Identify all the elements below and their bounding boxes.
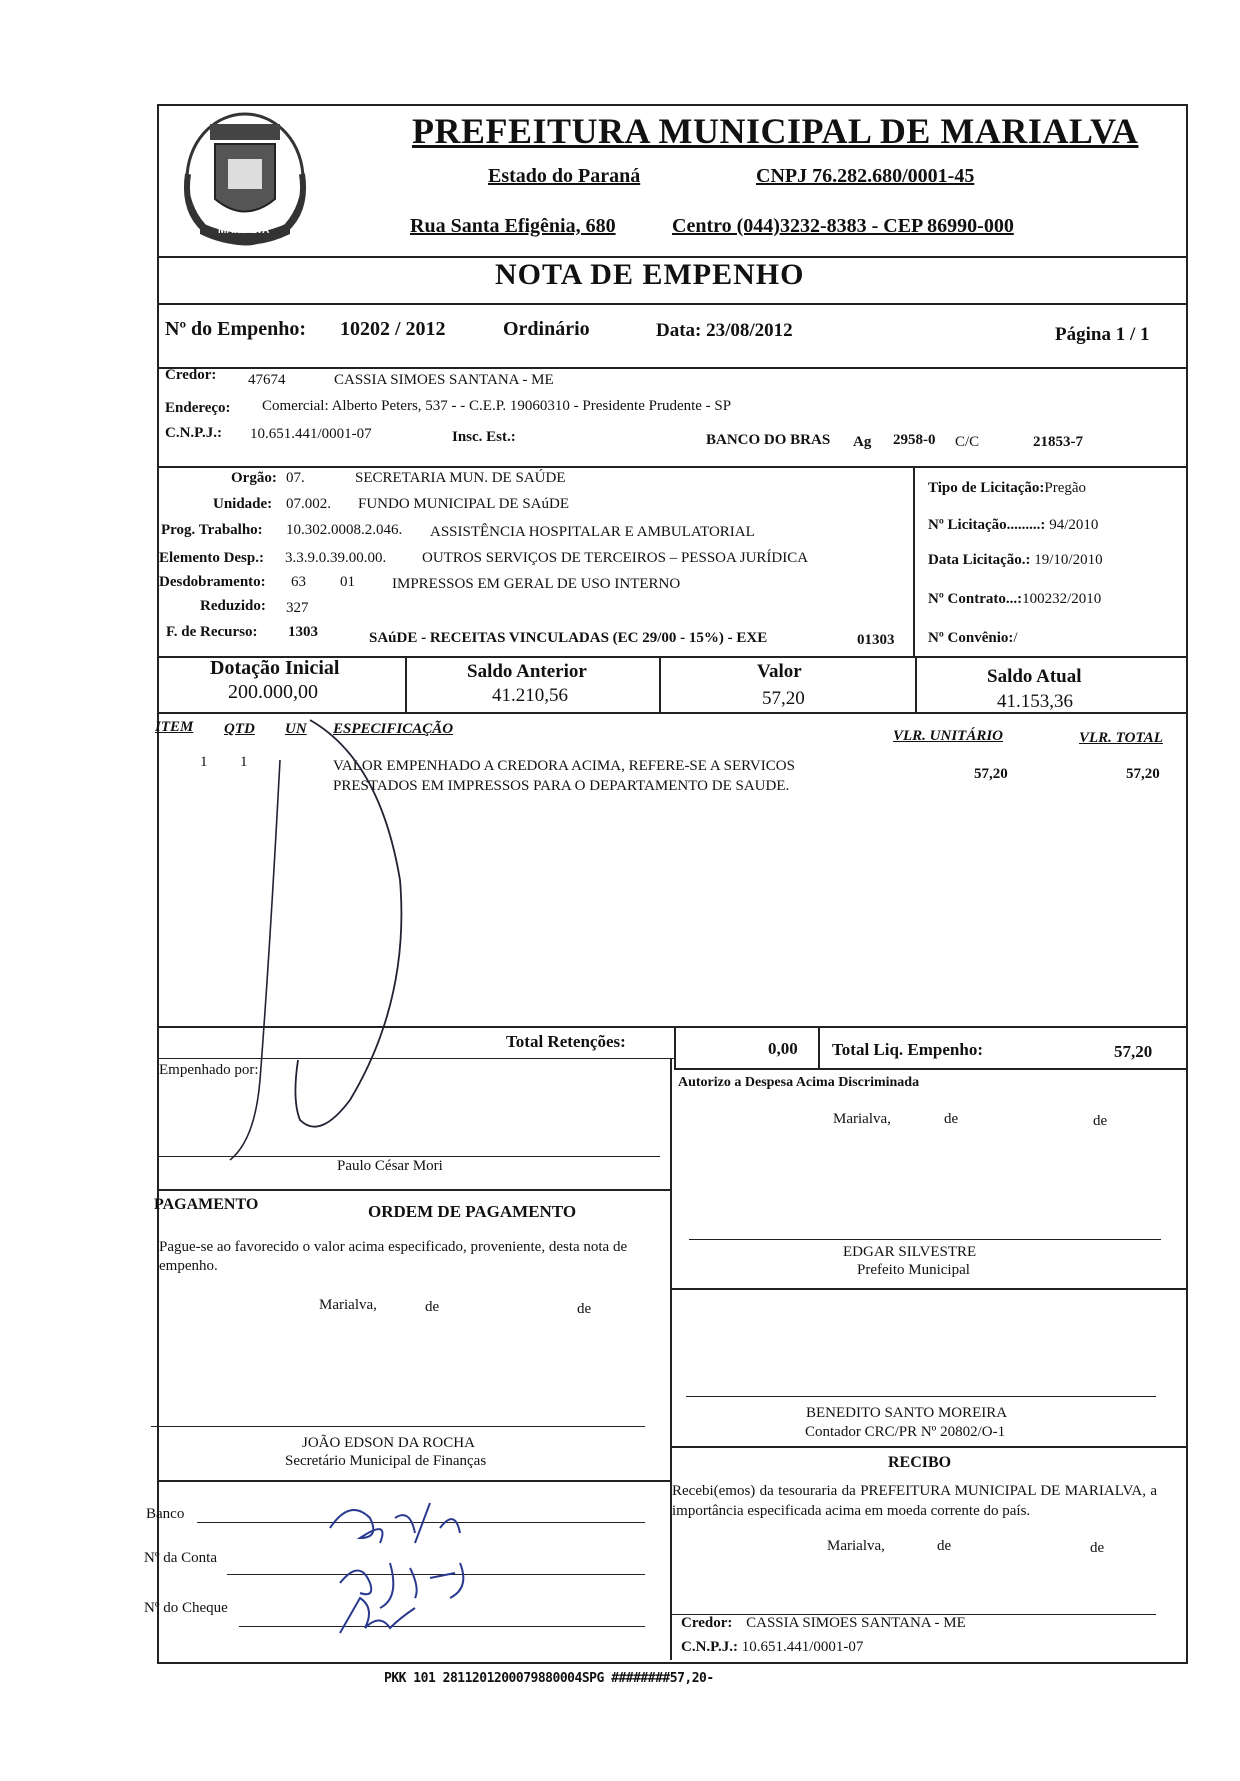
elem-name: OUTROS SERVIÇOS DE TERCEIROS – PESSOA JURÍDICA: [422, 550, 809, 566]
pague-text: Pague-se ao favorecido o valor acima especificado, proveniente, desta nota de empenho.: [159, 1239, 628, 1274]
convenio: [928, 630, 1018, 647]
pagamento-de2: de: [577, 1301, 592, 1317]
bank-name: BANCO DO BRAS: [706, 432, 831, 448]
red-code: 327: [286, 600, 309, 616]
contrato: [928, 591, 1101, 608]
recibo-city: Marialva,: [827, 1538, 885, 1554]
recibo-cnpj: [681, 1639, 863, 1656]
tipo-licitacao: [928, 480, 1086, 497]
recibo-credor-name: CASSIA SIMOES SANTANA - ME: [746, 1615, 966, 1631]
orgao-name: SECRETARIA MUN. DE SAÚDE: [355, 470, 566, 486]
page-title: PREFEITURA MUNICIPAL DE MARIALVA: [412, 111, 1139, 151]
autorizo-city: Marialva,: [833, 1111, 891, 1127]
cc-label: C/C: [955, 434, 980, 450]
credor-name: CASSIA SIMOES SANTANA - ME: [334, 372, 554, 388]
saldo-atual-label: Saldo Atual: [987, 666, 1082, 687]
saldo-anterior-label: Saldo Anterior: [467, 661, 587, 682]
pen-scribble: [200, 700, 460, 1170]
unidade-code: 07.002.: [286, 496, 331, 512]
cheque-label: Nº do Cheque: [144, 1600, 228, 1616]
unidade-label: Unidade:: [213, 496, 273, 512]
state-name: Estado do Paraná: [488, 165, 641, 187]
autorizo-text: Autorizo a Despesa Acima Discriminada: [678, 1075, 920, 1090]
recibo-de2: de: [1090, 1540, 1105, 1556]
tipo-label: Tipo de Licitação:: [928, 480, 1045, 496]
prog-code: 10.302.0008.2.046.: [286, 522, 403, 538]
num-value: 94/2010: [1049, 517, 1099, 533]
dotacao-label: Dotação Inicial: [210, 657, 340, 679]
col-spec: ESPECIFICAÇÃO: [333, 721, 454, 737]
prefeito-title: Prefeito Municipal: [857, 1262, 970, 1278]
contador-name: BENEDITO SANTO MOREIRA: [806, 1405, 1008, 1421]
row-total: 57,20: [1126, 766, 1160, 782]
dotacao-value: 200.000,00: [228, 681, 318, 703]
secretario-title: Secretário Municipal de Finanças: [285, 1453, 487, 1469]
pagamento-label: PAGAMENTO: [154, 1196, 259, 1213]
credor-code: 47674: [248, 372, 286, 388]
bank-handwriting: [320, 1488, 490, 1638]
rec-name: SAúDE - RECEITAS VINCULADAS (EC 29/00 - 15%) - EXE: [369, 630, 768, 646]
recibo-credor-label: Credor:: [681, 1615, 733, 1631]
contador-title: Contador CRC/PR Nº 20802/O-1: [805, 1424, 1006, 1440]
district-header: Centro (044)3232-8383 - CEP 86990-000: [672, 215, 1014, 237]
autorizo-de2: de: [1093, 1113, 1108, 1129]
pagamento-de1: de: [425, 1299, 440, 1315]
pagamento-city: Marialva,: [319, 1297, 377, 1313]
desd-label: Desdobramento:: [159, 574, 266, 590]
convenio-value: /: [1013, 630, 1018, 646]
desd-code: 63: [291, 574, 306, 590]
footer-code: PKK 101 2811201200079880004SPG ########57,20-: [384, 1671, 714, 1686]
row-unit: 57,20: [974, 766, 1008, 782]
row-desc-2: PRESTADOS EM IMPRESSOS PARA O DEPARTAMENTO DE SAUDE.: [333, 778, 790, 794]
cc-number: 21853-7: [1033, 434, 1083, 450]
num-label: Nº Licitação.........:: [928, 517, 1046, 533]
row-qtd: 1: [240, 754, 248, 770]
ag-label: Ag: [853, 434, 872, 450]
empenho-number: 10202 / 2012: [340, 318, 446, 340]
recibo-text: Recebi(emos) da tesouraria da PREFEITURA MUNICIPAL DE MARIALVA, a importância especificada acima em moeda corrente do país.: [672, 1483, 1157, 1519]
desd-sub: 01: [340, 574, 355, 590]
liq-label: Total Liq. Empenho:: [832, 1040, 983, 1059]
ordem-label: ORDEM DE PAGAMENTO: [368, 1202, 577, 1221]
data-licitacao: [928, 552, 1103, 569]
rec-code: 1303: [288, 624, 318, 640]
prefeito-name: EDGAR SILVESTRE: [843, 1244, 977, 1260]
credor-cnpj: 10.651.441/0001-07: [250, 426, 372, 442]
valor-value: 57,20: [762, 688, 805, 709]
empenhado-label: Empenhado por:: [159, 1062, 259, 1078]
col-item: ITEM: [155, 719, 194, 735]
elem-code: 3.3.9.0.39.00.00.: [285, 550, 387, 566]
recibo-cnpj-value: 10.651.441/0001-07: [741, 1639, 864, 1655]
page-number: Página 1 / 1: [1055, 324, 1150, 345]
data-label: Data Licitação.:: [928, 552, 1031, 568]
conta-label: Nº da Conta: [144, 1550, 217, 1566]
crest-label: MARIALVA: [218, 225, 270, 236]
convenio-label: Nº Convênio:: [928, 630, 1014, 646]
row-desc-1: VALOR EMPENHADO A CREDORA ACIMA, REFERE-SE A SERVICOS: [333, 758, 795, 774]
cnpj-header: CNPJ 76.282.680/0001-45: [756, 165, 975, 187]
retencoes-value: 0,00: [768, 1039, 798, 1058]
red-label: Reduzido:: [200, 598, 266, 614]
unidade-name: FUNDO MUNICIPAL DE SAúDE: [358, 496, 569, 512]
credor-address: Comercial: Alberto Peters, 537 - - C.E.P. 19060310 - Presidente Prudente - SP: [262, 398, 732, 414]
recibo-label: RECIBO: [888, 1454, 952, 1471]
banco-label: Banco: [146, 1506, 185, 1522]
retencoes-label: Total Retenções:: [506, 1032, 626, 1051]
valor-label: Valor: [757, 661, 802, 682]
col-un: UN: [285, 721, 307, 737]
orgao-code: 07.: [286, 470, 305, 486]
col-unit: VLR. UNITÁRIO: [893, 728, 1004, 744]
desd-name: IMPRESSOS EM GERAL DE USO INTERNO: [392, 576, 681, 592]
rec-number: 01303: [857, 632, 895, 648]
orgao-label: Orgão:: [231, 470, 277, 486]
saldo-anterior-value: 41.210,56: [492, 685, 568, 706]
empenho-label: Nº do Empenho:: [165, 318, 307, 340]
empenho-type: Ordinário: [503, 318, 590, 340]
elem-label: Elemento Desp.:: [159, 550, 264, 566]
document-title: NOTA DE EMPENHO: [495, 258, 805, 291]
address-label: Endereço:: [165, 400, 231, 416]
row-item: 1: [200, 754, 208, 770]
liq-value: 57,20: [1114, 1042, 1153, 1061]
cnpj-label: C.N.P.J.:: [165, 425, 222, 441]
col-total: VLR. TOTAL: [1079, 730, 1163, 746]
secretario-name: JOÃO EDSON DA ROCHA: [302, 1435, 475, 1451]
recibo-credor: [681, 1615, 966, 1632]
ag-number: 2958-0: [893, 432, 936, 448]
num-licitacao: [928, 517, 1098, 534]
rec-label: F. de Recurso:: [166, 624, 258, 640]
address-header: Rua Santa Efigênia, 680: [410, 215, 616, 237]
contrato-value: 100232/2010: [1022, 591, 1102, 607]
credor-label: Credor:: [165, 367, 217, 383]
contrato-label: Nº Contrato...:: [928, 591, 1023, 607]
recibo-cnpj-label: C.N.P.J.:: [681, 1639, 738, 1655]
prog-name: ASSISTÊNCIA HOSPITALAR E AMBULATORIAL: [430, 524, 755, 540]
recibo-de1: de: [937, 1538, 952, 1554]
tipo-value: Pregão: [1044, 480, 1087, 496]
autorizo-de1: de: [944, 1111, 959, 1127]
insc-label: Insc. Est.:: [452, 429, 516, 445]
saldo-atual-value: 41.153,36: [997, 691, 1073, 712]
empenhado-name: Paulo César Mori: [337, 1158, 443, 1174]
empenho-date: Data: 23/08/2012: [656, 320, 793, 341]
municipal-crest: [180, 104, 310, 254]
prog-label: Prog. Trabalho:: [161, 522, 263, 538]
data-value: 19/10/2010: [1034, 552, 1103, 568]
col-qtd: QTD: [224, 721, 255, 737]
